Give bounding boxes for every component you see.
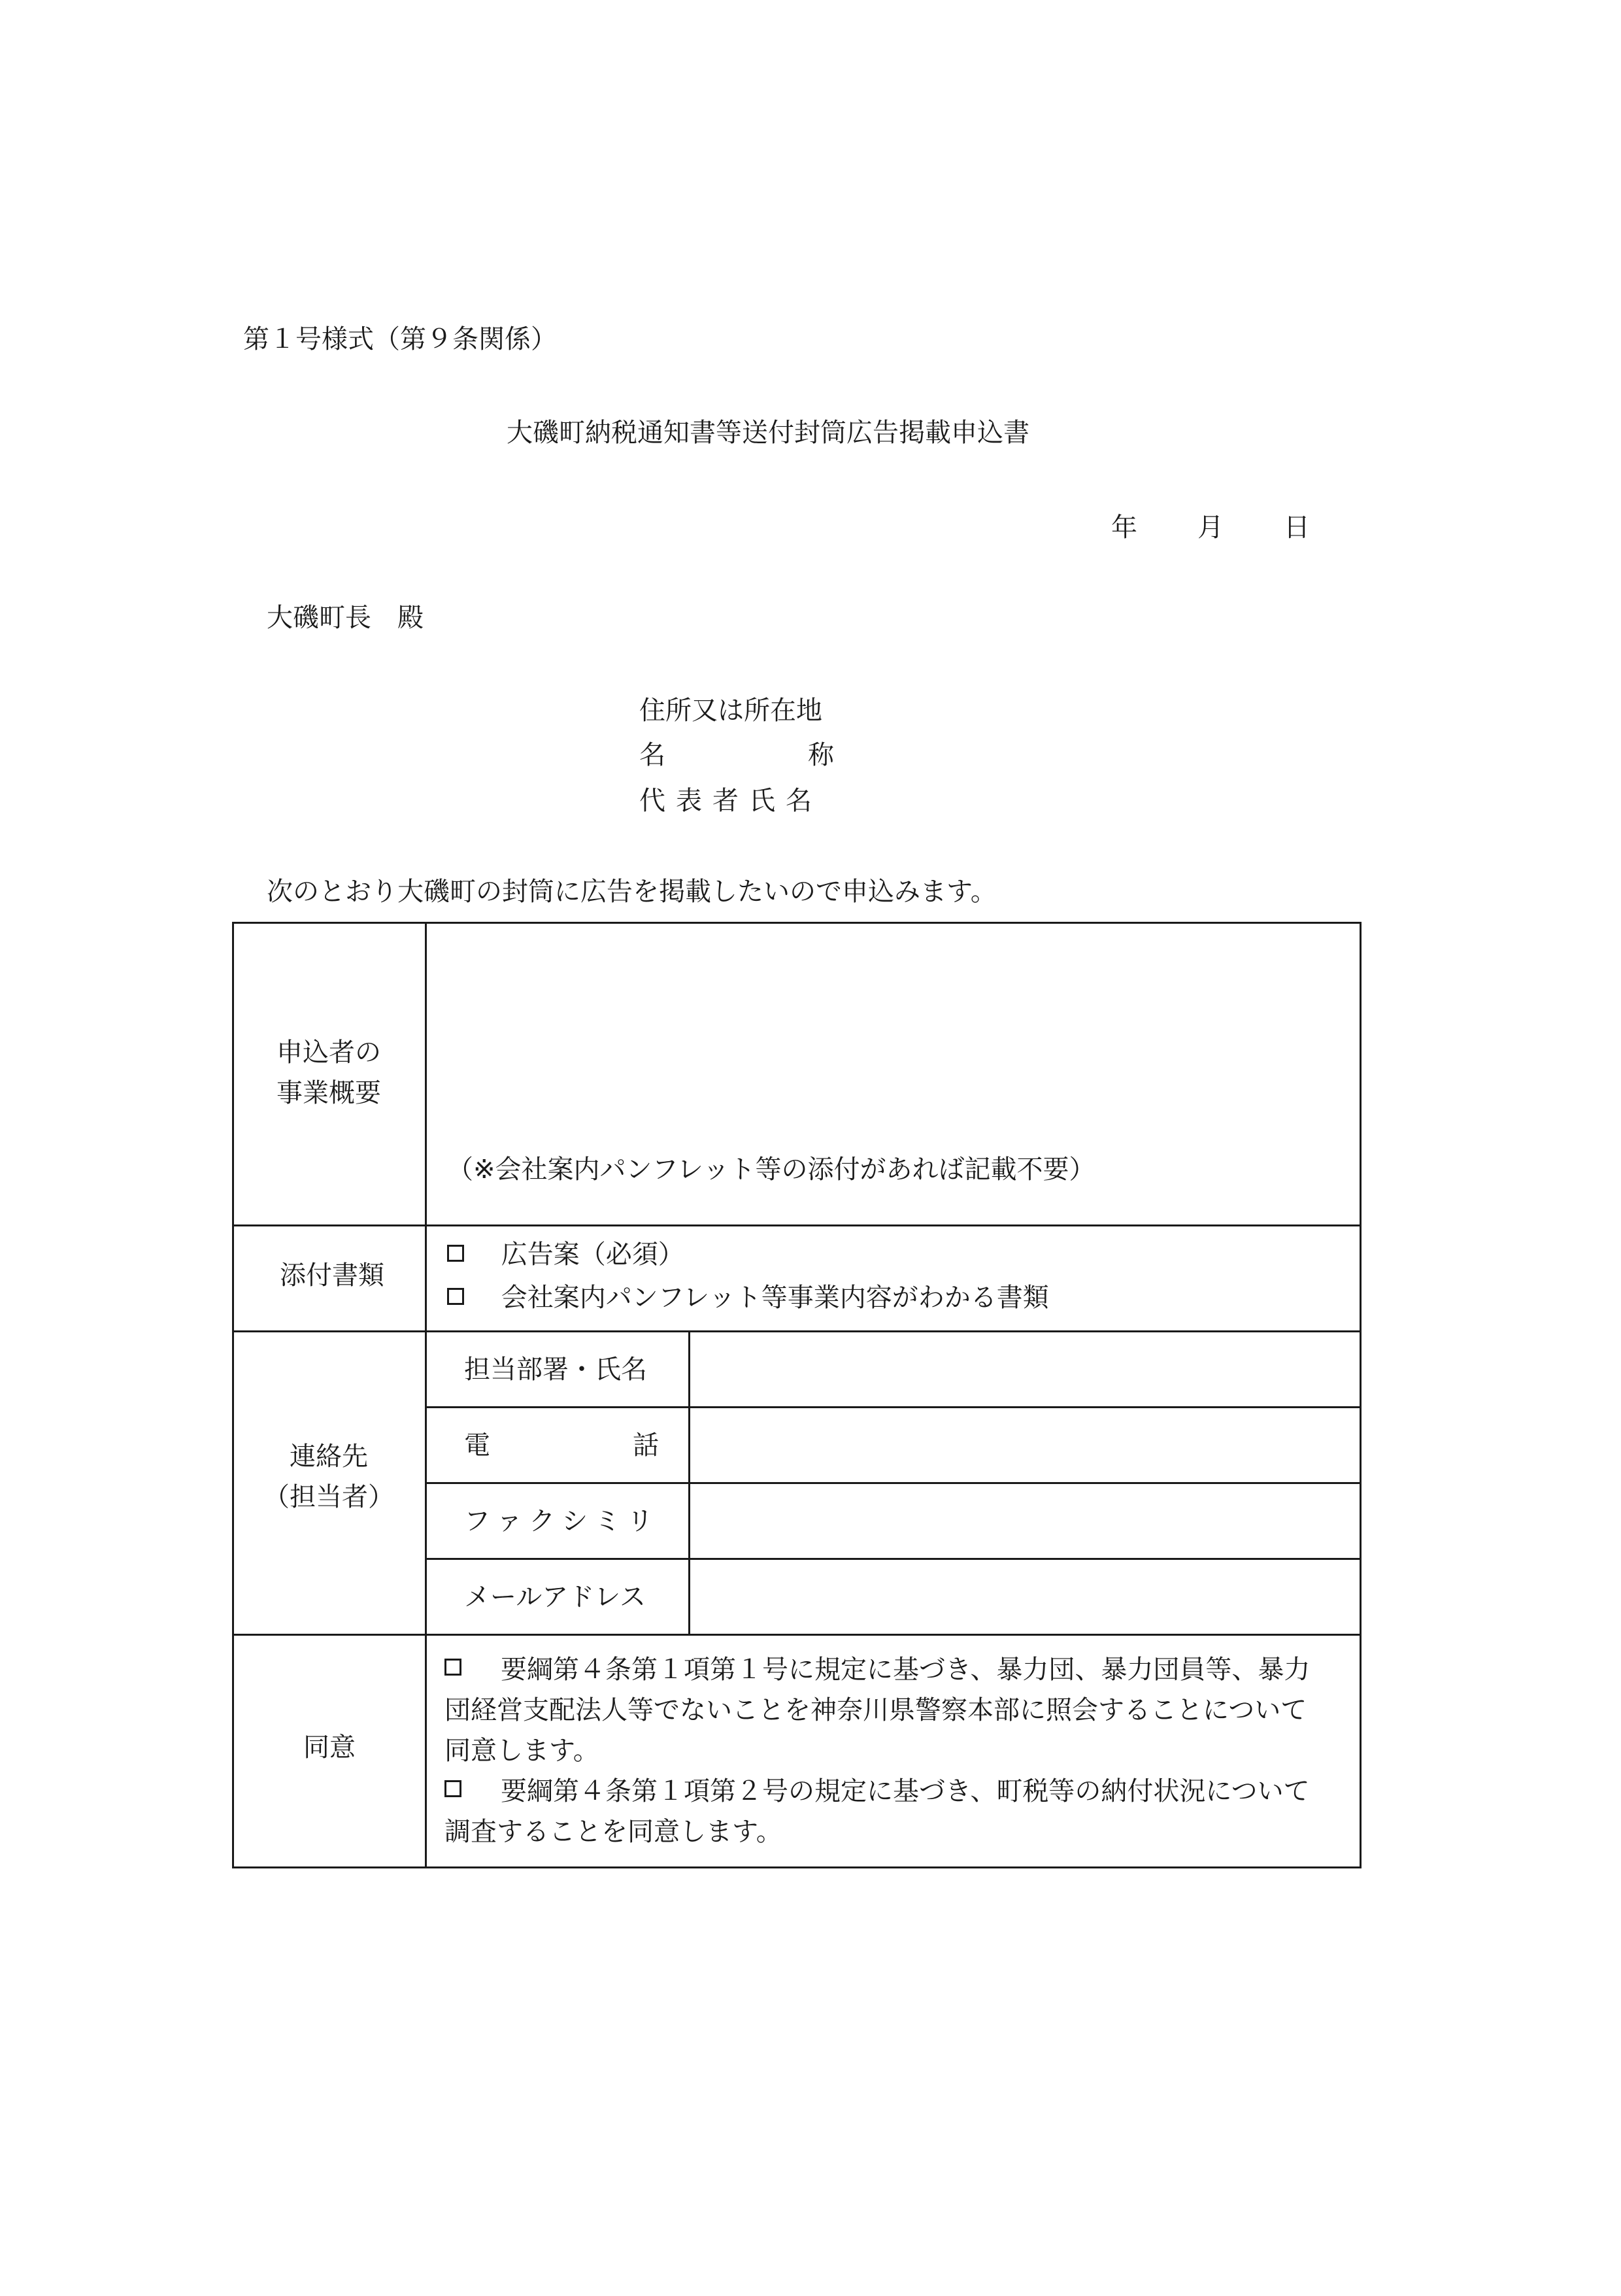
contact-row-divider bbox=[425, 1406, 1360, 1408]
date-day-label: 日 bbox=[1284, 513, 1310, 543]
intro-text: 次のとおり大磯町の封筒に広告を掲載したいので申込みます。 bbox=[267, 877, 997, 907]
consent-item-text: 要綱第４条第１項第２号の規定に基づき、町税等の納付状況について調査することを同意します。 bbox=[444, 1776, 1310, 1847]
document-title: 大磯町納税通知書等送付封筒広告掲載申込書 bbox=[507, 418, 1029, 448]
date-month-label: 月 bbox=[1197, 513, 1224, 543]
consent-item bbox=[444, 1771, 1324, 1852]
attachment-checkbox-brochure[interactable] bbox=[447, 1288, 464, 1305]
contact-fax-label: ファクシミリ bbox=[464, 1506, 660, 1536]
attachment-item-label: 会社案内パンフレット等事業内容がわかる書類 bbox=[501, 1283, 1049, 1313]
business-summary-note: （※会社案内パンフレット等の添付があれば記載不要） bbox=[447, 1155, 1095, 1185]
application-table bbox=[232, 922, 1362, 1868]
contact-email-input[interactable] bbox=[693, 1562, 1354, 1630]
attachments-label: 添付書類 bbox=[280, 1260, 384, 1291]
contact-label-text: 連絡先 （担当者） bbox=[263, 1442, 394, 1512]
contact-department-label: 担当部署・氏名 bbox=[464, 1355, 647, 1385]
addressee: 大磯町長 殿 bbox=[267, 603, 424, 633]
business-summary-label-text: 申込者の 事業概要 bbox=[276, 1038, 381, 1108]
date-year-label: 年 bbox=[1111, 513, 1137, 543]
label-column-divider bbox=[425, 924, 427, 1866]
attachment-checkbox-ad-draft[interactable] bbox=[447, 1245, 464, 1262]
contact-fax-input[interactable] bbox=[693, 1486, 1354, 1554]
form-number: 第１号様式（第９条関係） bbox=[243, 324, 557, 354]
contact-email-label: メールアドレス bbox=[464, 1582, 646, 1612]
section-divider bbox=[234, 1634, 1360, 1636]
contact-phone-input[interactable] bbox=[693, 1410, 1354, 1478]
applicant-address-label: 住所又は所在地 bbox=[639, 696, 822, 726]
section-divider bbox=[234, 1330, 1360, 1332]
consent-checkbox-tax-status[interactable] bbox=[444, 1780, 461, 1797]
applicant-representative-label: 代表者氏名 bbox=[639, 786, 822, 816]
contact-row-divider bbox=[425, 1558, 1360, 1560]
section-divider bbox=[234, 1224, 1360, 1226]
applicant-name-label-first: 名 bbox=[639, 740, 665, 770]
business-summary-label bbox=[247, 1032, 410, 1113]
contact-phone-label-second: 話 bbox=[633, 1430, 659, 1460]
consent-item bbox=[444, 1649, 1324, 1771]
contact-label bbox=[247, 1436, 410, 1517]
contact-row-divider bbox=[425, 1482, 1360, 1484]
applicant-name-label-second: 称 bbox=[808, 740, 834, 770]
attachment-item-label: 広告案（必須） bbox=[501, 1240, 684, 1270]
consent-item-text: 要綱第４条第１項第１号に規定に基づき、暴力団、暴力団員等、暴力団経営支配法人等でないことを神奈川県警察本部に照会することについて同意します。 bbox=[444, 1655, 1311, 1766]
consent-checkbox-police-inquiry[interactable] bbox=[444, 1659, 461, 1676]
business-summary-input[interactable] bbox=[443, 996, 1345, 1140]
attachment-item bbox=[447, 1282, 1049, 1313]
consent-label: 同意 bbox=[303, 1732, 356, 1763]
contact-department-input[interactable] bbox=[693, 1334, 1354, 1402]
contact-phone-label-first: 電 bbox=[464, 1430, 490, 1460]
attachment-item bbox=[447, 1239, 684, 1270]
